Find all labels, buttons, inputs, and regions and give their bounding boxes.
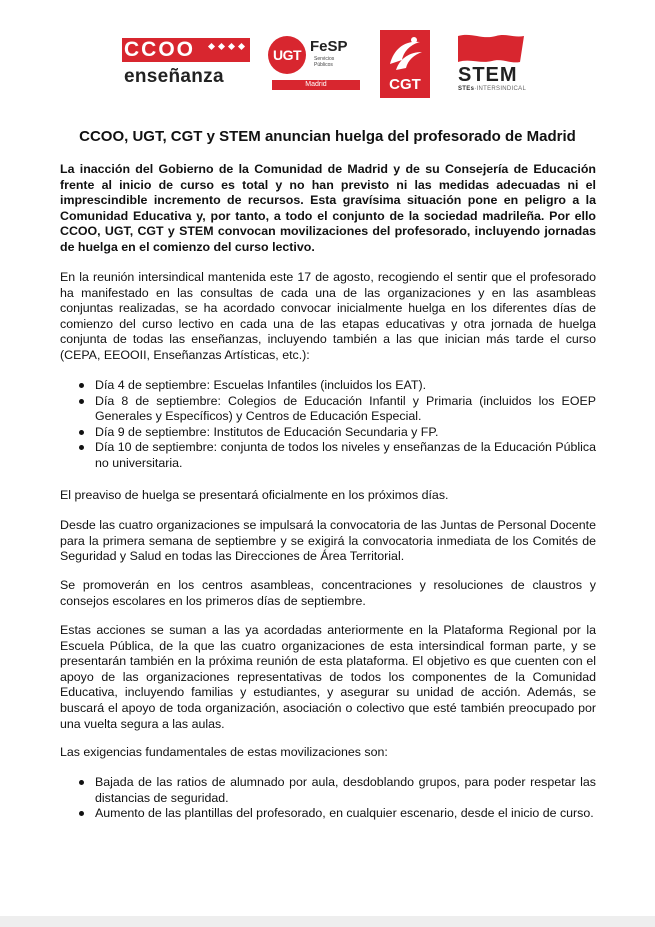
bullet-icon bbox=[79, 430, 84, 435]
ccoo-logo-sub: enseñanza bbox=[124, 66, 224, 87]
stem-logo bbox=[452, 32, 532, 96]
list-item bbox=[60, 806, 596, 822]
ugt-logo-fesp: FeSP bbox=[310, 38, 348, 55]
list-item-text: Día 9 de septiembre: Institutos de Educación Secundaria y FP. bbox=[95, 424, 439, 439]
madrid-stars-icon bbox=[207, 44, 246, 49]
list-item-text: Bajada de las ratios de alumnado por aula, desdoblando grupos, para poder respetar las distancias de seguridad. bbox=[95, 775, 596, 805]
list-item-text: Día 8 de septiembre: Colegios de Educación Infantil y Primaria (incluidos los EOEP Generales y Específicos) y Centros de Educación Especial. bbox=[95, 393, 596, 424]
ugt-logo bbox=[268, 36, 366, 94]
cgt-logo bbox=[380, 30, 430, 98]
page-bottom-edge bbox=[0, 916, 655, 927]
ugt-logo-region: Madrid bbox=[272, 80, 360, 90]
ccoo-logo-bar bbox=[122, 38, 250, 62]
paragraph-plataforma: Estas acciones se suman a las ya acordadas anteriormente en la Plataforma Regional por la Escuela Pública, de la que las cuatro organizaciones de esta intersindical forman parte, y se presentarán también en la próxima reunión de esta plataforma. El objetivo es que cuenten con el apoyo de las organizaciones representativas de todos los componentes de la Comunidad Educativa, incluyendo familias y estudiantes, y asegurar su unidad de acción. Además, se buscará el apoyo de toda organización, asociación o colectivo que esté también preocupado por una vuelta segura a las aulas. bbox=[60, 623, 596, 731]
stem-logo-sub-suffix: ·INTERSINDICAL bbox=[474, 86, 527, 92]
stem-logo-sub-prefix: STEs bbox=[458, 86, 475, 92]
ugt-logo-servicios: Servicios Públicos bbox=[314, 56, 335, 68]
list-item bbox=[60, 775, 596, 806]
paragraph-notice: El preaviso de huelga se presentará oficialmente en los próximos días. bbox=[60, 488, 449, 502]
list-item-text: Día 10 de septiembre: conjunta de todos los niveles y enseñanzas de la Educación Pública no universitaria. bbox=[95, 440, 596, 470]
list-item bbox=[60, 425, 596, 441]
list-item bbox=[60, 440, 596, 471]
ugt-logo-circle bbox=[268, 36, 306, 74]
stem-logo-sub bbox=[458, 86, 526, 92]
list-item-text: Aumento de las plantillas del profesorado, en cualquier escenario, desde el inicio de curso. bbox=[95, 806, 594, 821]
bullet-icon bbox=[79, 780, 84, 785]
list-item bbox=[60, 378, 596, 394]
cgt-logo-mark: CGT bbox=[389, 76, 421, 93]
ugt-logo-mark: UGT bbox=[272, 47, 302, 63]
lead-paragraph: La inacción del Gobierno de la Comunidad de Madrid y de su Consejería de Educación frente al inicio de curso es total y no han previsto ni las medidas adecuadas ni el imprescindible incremento de recursos. Esta gravísima situación pone en peligro a la Comunidad Educativa y, por tanto, a todo el conjunto de la sociedad madrileña. Por ello CCOO, UGT, CGT y STEM convocan movilizaciones del profesorado, incluyendo jornadas de huelga en el comienzo del curso lectivo. bbox=[60, 162, 596, 254]
list-item bbox=[60, 394, 596, 425]
stem-logo-mark: STEM bbox=[458, 64, 518, 86]
stem-logo-flag-icon bbox=[452, 32, 532, 66]
bullet-icon bbox=[79, 445, 84, 450]
paragraph-asambleas: Se promoverán en los centros asambleas, concentraciones y resoluciones de claustros y consejos escolares en los primeros días de septiembre. bbox=[60, 578, 596, 608]
bullet-icon bbox=[79, 811, 84, 816]
ccoo-logo bbox=[122, 38, 250, 94]
demands-list bbox=[60, 775, 596, 822]
paragraph-demands-intro: Las exigencias fundamentales de estas movilizaciones son: bbox=[60, 745, 388, 759]
bullet-icon bbox=[79, 383, 84, 388]
ccoo-logo-mark: CCOO bbox=[124, 38, 195, 61]
list-item-text: Día 4 de septiembre: Escuelas Infantiles (incluidos los EAT). bbox=[95, 378, 427, 392]
paragraph-meeting: En la reunión intersindical mantenida este 17 de agosto, recogiendo el sentir que el profesorado ha manifestado en las consultas de cada una de las organizaciones y en las asambleas conjuntas realizadas, se ha acordado convocar inicialmente huelga en los diferentes días de comienzo del curso lectivo en cada una de las etapas educativas y otra jornada de huelga conjunta de todas las enseñanzas, incluyendo también a las que inician más tarde el curso (CEPA, EEOOII, Enseñanzas Artísticas, etc.): bbox=[60, 270, 596, 362]
strike-days-list bbox=[60, 378, 596, 472]
paragraph-juntas: Desde las cuatro organizaciones se impulsará la convocatoria de las Juntas de Personal Docente para la primera semana de septiembre y se exigirá la convocatoria inmediata de los Comités de Seguridad y Salud en todas las Direcciones de Área Territorial. bbox=[60, 518, 596, 564]
cgt-logo-emblem-icon bbox=[380, 30, 430, 76]
bullet-icon bbox=[79, 399, 84, 404]
logo-header bbox=[0, 0, 655, 110]
document-title: CCOO, UGT, CGT y STEM anuncian huelga del profesorado de Madrid bbox=[79, 128, 576, 145]
